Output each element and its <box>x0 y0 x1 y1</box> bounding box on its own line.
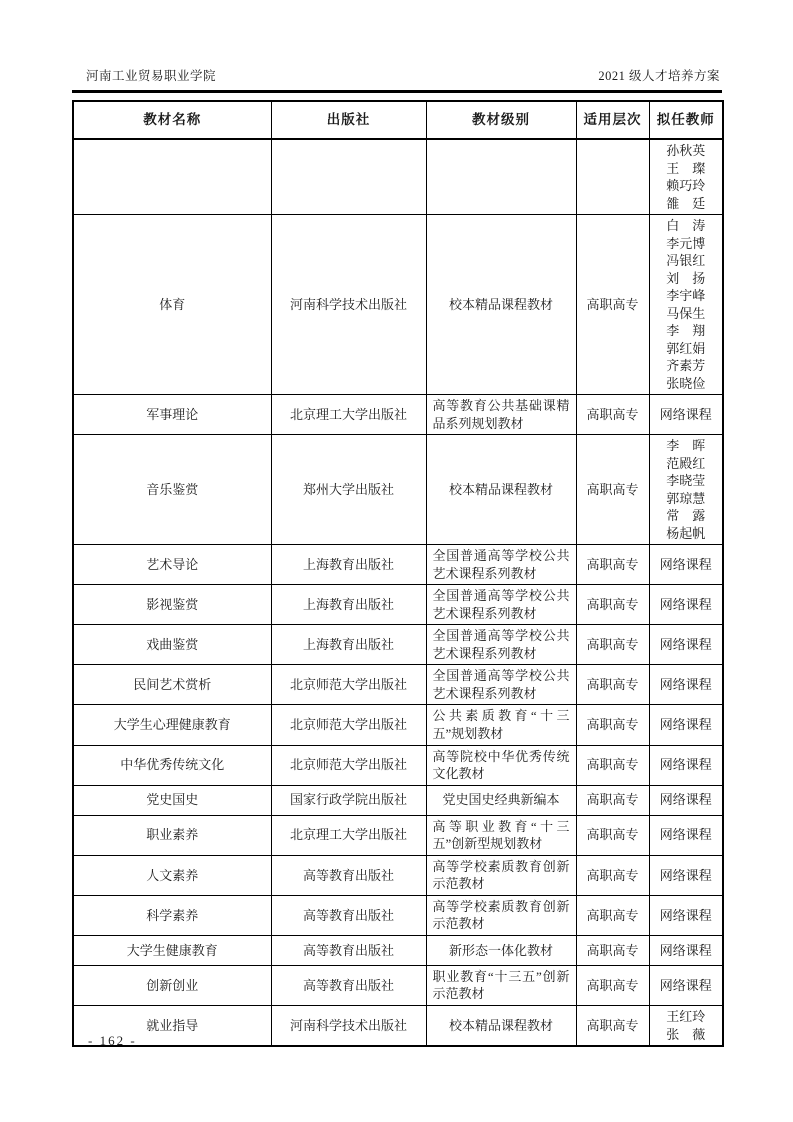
table-row <box>73 435 723 545</box>
publisher-cell: 北京师范大学出版社 <box>271 745 426 785</box>
textbook-name-cell: 就业指导 <box>73 1006 271 1047</box>
level-cell: 高等职业教育“十三五”创新型规划教材 <box>426 815 576 855</box>
level-cell: 校本精品课程教材 <box>426 215 576 395</box>
publisher-cell: 北京理工大学出版社 <box>271 395 426 435</box>
level-cell: 全国普通高等学校公共艺术课程系列教材 <box>426 545 576 585</box>
teacher-name: 冯银红 <box>666 253 706 268</box>
teachers-cell <box>649 705 723 745</box>
publisher-cell: 北京师范大学出版社 <box>271 705 426 745</box>
layer-cell: 高职高专 <box>576 855 649 895</box>
teacher-name: 网络课程 <box>659 907 712 923</box>
publisher-cell: 高等教育出版社 <box>271 895 426 935</box>
publisher-cell: 高等教育出版社 <box>271 965 426 1005</box>
level-cell <box>426 139 576 215</box>
publisher-cell: 国家行政学院出版社 <box>271 785 426 815</box>
teachers-cell <box>649 585 723 625</box>
table-row <box>73 545 723 585</box>
teachers-cell <box>649 139 723 215</box>
publisher-cell: 高等教育出版社 <box>271 855 426 895</box>
table-row <box>73 785 723 815</box>
textbook-name-cell: 创新创业 <box>73 965 271 1005</box>
header-plan-title: 2021 级人才培养方案 <box>598 69 720 83</box>
teacher-name: 网络课程 <box>659 942 712 958</box>
teacher-name: 网络课程 <box>659 556 712 572</box>
teacher-name: 王红玲 <box>666 1009 706 1025</box>
teachers-cell <box>649 545 723 585</box>
textbook-name-cell: 人文素养 <box>73 855 271 895</box>
teachers-cell <box>649 935 723 965</box>
layer-cell: 高职高专 <box>576 815 649 855</box>
teachers-cell <box>649 1006 723 1047</box>
level-cell: 高等学校素质教育创新示范教材 <box>426 855 576 895</box>
textbook-name-cell: 大学生心理健康教育 <box>73 705 271 745</box>
teachers-cell <box>649 965 723 1005</box>
layer-cell: 高职高专 <box>576 785 649 815</box>
level-cell: 校本精品课程教材 <box>426 435 576 545</box>
teacher-name: 李元博 <box>666 235 706 251</box>
textbook-name-cell: 中华优秀传统文化 <box>73 745 271 785</box>
teachers-cell <box>649 785 723 815</box>
table-row <box>73 815 723 855</box>
publisher-cell: 河南科学技术出版社 <box>271 215 426 395</box>
teacher-name: 李宇峰 <box>666 288 706 303</box>
table-row <box>73 665 723 705</box>
layer-cell: 高职高专 <box>576 745 649 785</box>
textbook-name-cell: 党史国史 <box>73 785 271 815</box>
publisher-cell: 北京师范大学出版社 <box>271 665 426 705</box>
publisher-cell: 北京理工大学出版社 <box>271 815 426 855</box>
teachers-cell <box>649 745 723 785</box>
level-cell: 公共素质教育“十三五”规划教材 <box>426 705 576 745</box>
table-header-row <box>73 101 723 139</box>
textbook-name-cell: 民间艺术赏析 <box>73 665 271 705</box>
layer-cell: 高职高专 <box>576 895 649 935</box>
teacher-name: 范殿红 <box>666 455 706 471</box>
layer-cell: 高职高专 <box>576 705 649 745</box>
textbook-name-cell <box>73 139 271 215</box>
teachers-cell <box>649 435 723 545</box>
teacher-name: 王 璨 <box>666 160 706 176</box>
textbook-name-cell: 职业素养 <box>73 815 271 855</box>
teacher-name: 郭琼慧 <box>666 490 706 506</box>
layer-cell: 高职高专 <box>576 395 649 435</box>
teacher-name: 白 涛 <box>666 218 706 233</box>
teachers-cell <box>649 815 723 855</box>
teacher-name: 郭红娟 <box>666 340 706 356</box>
teacher-name: 网络课程 <box>659 677 712 693</box>
level-cell: 全国普通高等学校公共艺术课程系列教材 <box>426 665 576 705</box>
teachers-cell <box>649 895 723 935</box>
textbook-name-cell: 戏曲鉴赏 <box>73 625 271 665</box>
table-row <box>73 1006 723 1047</box>
table-body <box>73 139 723 1046</box>
layer-cell: 高职高专 <box>576 965 649 1005</box>
col-header-level: 教材级别 <box>426 101 576 139</box>
publisher-cell <box>271 139 426 215</box>
layer-cell: 高职高专 <box>576 1006 649 1047</box>
teachers-cell <box>649 855 723 895</box>
teacher-name: 齐素芳 <box>666 358 706 373</box>
teachers-cell <box>649 215 723 395</box>
header-school-name: 河南工业贸易职业学院 <box>86 69 217 83</box>
page-content <box>72 66 722 1047</box>
teacher-name: 李 翔 <box>666 323 706 338</box>
publisher-cell: 河南科学技术出版社 <box>271 1006 426 1047</box>
teachers-cell <box>649 625 723 665</box>
teacher-name: 刘 扬 <box>666 270 706 286</box>
layer-cell: 高职高专 <box>576 215 649 395</box>
level-cell: 校本精品课程教材 <box>426 1006 576 1047</box>
textbook-name-cell: 军事理论 <box>73 395 271 435</box>
level-cell: 新形态一体化教材 <box>426 935 576 965</box>
textbook-name-cell: 大学生健康教育 <box>73 935 271 965</box>
publisher-cell: 高等教育出版社 <box>271 935 426 965</box>
layer-cell: 高职高专 <box>576 545 649 585</box>
page-header <box>72 66 722 93</box>
table-row <box>73 855 723 895</box>
teachers-cell <box>649 665 723 705</box>
publisher-cell: 上海教育出版社 <box>271 585 426 625</box>
layer-cell <box>576 139 649 215</box>
level-cell: 高等学校素质教育创新示范教材 <box>426 895 576 935</box>
textbook-name-cell: 艺术导论 <box>73 545 271 585</box>
table-row <box>73 745 723 785</box>
textbook-name-cell: 影视鉴赏 <box>73 585 271 625</box>
table-row <box>73 395 723 435</box>
level-cell: 高等院校中华优秀传统文化教材 <box>426 745 576 785</box>
table-row <box>73 895 723 935</box>
col-header-teacher: 拟任教师 <box>649 101 723 139</box>
teacher-name: 李晓莹 <box>666 473 706 489</box>
teacher-name: 赖巧玲 <box>666 178 706 193</box>
layer-cell: 高职高专 <box>576 435 649 545</box>
teacher-name: 网络课程 <box>659 977 712 993</box>
publisher-cell: 上海教育出版社 <box>271 545 426 585</box>
teacher-name: 网络课程 <box>659 717 712 733</box>
teacher-name: 网络课程 <box>659 596 712 612</box>
level-cell: 职业教育“十三五”创新示范教材 <box>426 965 576 1005</box>
textbook-name-cell: 音乐鉴赏 <box>73 435 271 545</box>
table-row <box>73 215 723 395</box>
textbook-table <box>72 100 724 1047</box>
table-row <box>73 935 723 965</box>
publisher-cell: 郑州大学出版社 <box>271 435 426 545</box>
teacher-name: 网络课程 <box>659 867 712 883</box>
teacher-name: 网络课程 <box>659 637 712 653</box>
textbook-name-cell: 科学素养 <box>73 895 271 935</box>
teacher-name: 常 露 <box>666 508 706 524</box>
teacher-name: 孙秋英 <box>666 143 706 158</box>
level-cell: 全国普通高等学校公共艺术课程系列教材 <box>426 585 576 625</box>
col-header-layer: 适用层次 <box>576 101 649 139</box>
teacher-name: 张晓俭 <box>666 375 706 391</box>
col-header-textbook-name: 教材名称 <box>73 101 271 139</box>
teacher-name: 网络课程 <box>659 827 712 843</box>
teacher-name: 张 薇 <box>666 1026 706 1042</box>
teacher-name: 李 晖 <box>666 438 706 454</box>
teacher-name: 网络课程 <box>659 406 712 422</box>
teacher-name: 马保生 <box>666 305 706 321</box>
col-header-publisher: 出版社 <box>271 101 426 139</box>
publisher-cell: 上海教育出版社 <box>271 625 426 665</box>
teacher-name: 网络课程 <box>659 757 712 773</box>
table-row <box>73 625 723 665</box>
teachers-cell <box>649 395 723 435</box>
layer-cell: 高职高专 <box>576 665 649 705</box>
table-row <box>73 705 723 745</box>
layer-cell: 高职高专 <box>576 625 649 665</box>
textbook-name-cell: 体育 <box>73 215 271 395</box>
layer-cell: 高职高专 <box>576 585 649 625</box>
table-row <box>73 965 723 1005</box>
level-cell: 全国普通高等学校公共艺术课程系列教材 <box>426 625 576 665</box>
layer-cell: 高职高专 <box>576 935 649 965</box>
table-row <box>73 585 723 625</box>
level-cell: 党史国史经典新编本 <box>426 785 576 815</box>
page-number: - 162 - <box>88 1033 137 1048</box>
table-row <box>73 139 723 215</box>
teacher-name: 雒 廷 <box>666 195 706 211</box>
level-cell: 高等教育公共基础课精品系列规划教材 <box>426 395 576 435</box>
teacher-name: 网络课程 <box>659 792 712 808</box>
teacher-name: 杨起帆 <box>666 525 706 541</box>
